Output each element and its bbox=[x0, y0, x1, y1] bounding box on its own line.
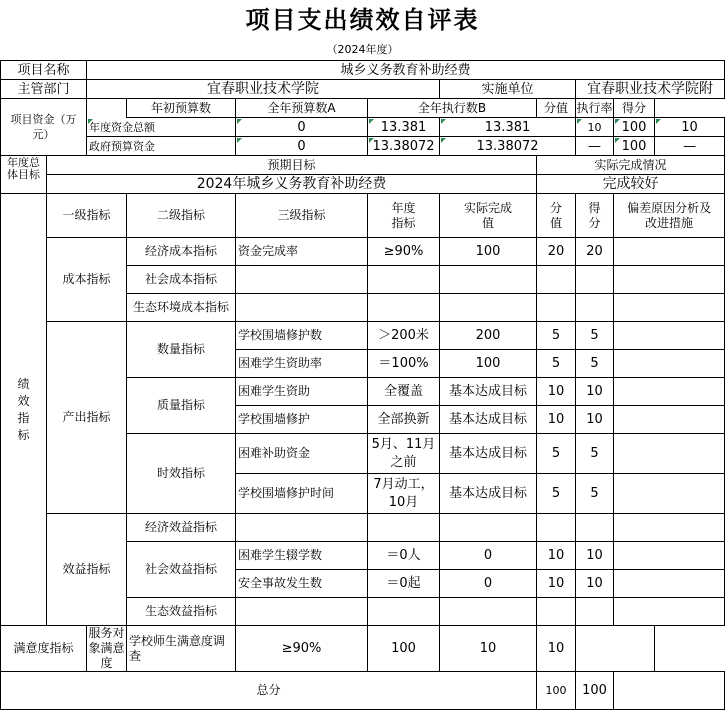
level2-quantity: 数量指标 bbox=[127, 322, 236, 378]
self-evaluation-table bbox=[0, 60, 725, 710]
year-subtitle: （2024年度） bbox=[326, 43, 399, 56]
indicator-actual: 基本达成目标 bbox=[440, 406, 537, 434]
goal-expected-label: 预期目标 bbox=[47, 156, 537, 175]
indicator-score: 5 bbox=[576, 350, 614, 378]
goal-actual-label: 实际完成情况 bbox=[537, 156, 725, 175]
ind-header-actual-text: 实际完成值 bbox=[464, 200, 513, 230]
indicator-name: 困难补助资金 bbox=[236, 434, 368, 474]
funds-row-score-value: — bbox=[576, 137, 614, 156]
indicator-target: ＝0起 bbox=[368, 570, 440, 598]
indicator-target: ≥90% bbox=[368, 238, 440, 266]
funds-row-score: — bbox=[655, 137, 725, 156]
indicator-score: 20 bbox=[576, 238, 614, 266]
indicator-value: 10 bbox=[537, 542, 576, 570]
funds-row-initial: 0 bbox=[236, 118, 368, 137]
funds-header-score: 得分 bbox=[614, 99, 655, 118]
indicator-actual: 100 bbox=[440, 350, 537, 378]
indicator-name: 学校围墙修护 bbox=[236, 406, 368, 434]
indicator-actual: 基本达成目标 bbox=[440, 378, 537, 406]
indicator-name: 困难学生资助 bbox=[236, 378, 368, 406]
indicator-score: 10 bbox=[537, 626, 576, 672]
total-value: 100 bbox=[537, 672, 576, 710]
indicator-value: 10 bbox=[440, 626, 537, 672]
indicator-value: 5 bbox=[537, 322, 576, 350]
indicator-value: 5 bbox=[537, 434, 576, 474]
indicator-target: ＝100% bbox=[368, 350, 440, 378]
funds-header-rate: 执行率 bbox=[576, 99, 614, 118]
indicator-name: 资金完成率 bbox=[236, 238, 368, 266]
level1-cost: 成本指标 bbox=[47, 238, 127, 322]
funds-row-name: 年度资金总额 bbox=[87, 118, 236, 137]
indicator-deviation bbox=[576, 626, 655, 672]
level1-benefit: 效益指标 bbox=[47, 514, 127, 626]
indicator-score: 5 bbox=[576, 322, 614, 350]
funds-row-score-value: 10 bbox=[576, 118, 614, 137]
dept-value: 宜春职业技术学院 bbox=[87, 80, 440, 99]
total-deviation bbox=[614, 672, 725, 710]
funds-row-rate: 100 bbox=[614, 137, 655, 156]
level2-eco-cost: 生态环境成本指标 bbox=[127, 294, 236, 322]
indicator-target-text: 5月、11月之前 bbox=[371, 436, 436, 470]
spacer bbox=[655, 99, 725, 118]
indicator-value: 5 bbox=[537, 350, 576, 378]
indicator-deviation bbox=[614, 238, 725, 266]
indicator-target: ＝0人 bbox=[368, 542, 440, 570]
funds-header-full: 全年预算数A bbox=[236, 99, 368, 118]
funds-header-score-value: 分值 bbox=[537, 99, 576, 118]
indicator-name: 困难学生资助率 bbox=[236, 350, 368, 378]
indicator-deviation bbox=[614, 378, 725, 406]
total-score: 100 bbox=[576, 672, 614, 710]
indicator-name: 安全事故发生数 bbox=[236, 570, 368, 598]
level1-satisfaction: 满意度指标 bbox=[1, 626, 87, 672]
indicator-actual: 0 bbox=[440, 542, 537, 570]
page-title: 项目支出绩效自评表 bbox=[245, 5, 480, 34]
indicator-name: 学校围墙修护时间 bbox=[236, 474, 368, 514]
funds-row-score: 10 bbox=[655, 118, 725, 137]
indicator-target bbox=[368, 434, 440, 474]
indicator-actual: 100 bbox=[368, 626, 440, 672]
level1-output: 产出指标 bbox=[47, 322, 127, 514]
funds-row-executed: 13.38072 bbox=[440, 137, 576, 156]
indicators-side-label-text: 绩效指标 bbox=[17, 376, 30, 442]
indicator-score: 5 bbox=[576, 434, 614, 474]
indicator-score: 10 bbox=[576, 570, 614, 598]
funds-row-name: 政府预算资金 bbox=[87, 137, 236, 156]
indicator-value: 10 bbox=[537, 406, 576, 434]
level2-economic-benefit: 经济效益指标 bbox=[127, 514, 236, 542]
level2-service-satisfaction: 服务对象满意度 bbox=[88, 626, 125, 670]
indicator-value: 20 bbox=[537, 238, 576, 266]
indicator-name: 学校围墙修护数 bbox=[236, 322, 368, 350]
level2-quality: 质量指标 bbox=[127, 378, 236, 434]
funds-row-full: 13.381 bbox=[368, 118, 440, 137]
goal-label-text: 年度总体目标 bbox=[7, 156, 40, 181]
goal-expected-value: 2024年城乡义务教育补助经费 bbox=[47, 175, 537, 194]
indicator-deviation bbox=[614, 542, 725, 570]
funds-row-executed: 13.381 bbox=[440, 118, 576, 137]
level2-social-cost: 社会成本指标 bbox=[127, 266, 236, 294]
level2-economic-cost: 经济成本指标 bbox=[127, 238, 236, 266]
ind-header-value bbox=[537, 194, 576, 238]
ind-header-deviation bbox=[614, 194, 725, 238]
indicator-value: 5 bbox=[537, 474, 576, 514]
funds-label bbox=[1, 99, 87, 156]
indicator-actual: 200 bbox=[440, 322, 537, 350]
indicator-name: 学校师生满意度调查 bbox=[127, 626, 236, 672]
funds-header-executed: 全年执行数B bbox=[368, 99, 537, 118]
total-label: 总分 bbox=[1, 672, 537, 710]
ind-header-score bbox=[576, 194, 614, 238]
funds-header-initial: 年初预算数 bbox=[127, 99, 236, 118]
indicator-deviation bbox=[614, 434, 725, 474]
impl-value: 宜春职业技术学院附 bbox=[576, 80, 725, 99]
ind-header-value-text: 分值 bbox=[550, 200, 563, 230]
level2-social-benefit: 社会效益指标 bbox=[127, 542, 236, 598]
goal-label bbox=[1, 156, 47, 194]
indicator-actual: 基本达成目标 bbox=[440, 474, 537, 514]
indicator-score: 5 bbox=[576, 474, 614, 514]
ind-header-level1: 一级指标 bbox=[47, 194, 127, 238]
funds-label-text: 项目资金（万元） bbox=[10, 113, 77, 141]
indicator-deviation bbox=[614, 406, 725, 434]
indicator-target: ≥90% bbox=[236, 626, 368, 672]
project-name-label: 项目名称 bbox=[1, 61, 87, 80]
ind-header-deviation-text: 偏差原因分析及改进措施 bbox=[627, 200, 712, 230]
ind-header-actual bbox=[440, 194, 537, 238]
funds-row-rate: 100 bbox=[614, 118, 655, 137]
indicator-target: ＞200米 bbox=[368, 322, 440, 350]
indicator-score: 10 bbox=[576, 378, 614, 406]
dept-label: 主管部门 bbox=[1, 80, 87, 99]
indicator-score: 10 bbox=[576, 406, 614, 434]
indicator-target: 全部换新 bbox=[368, 406, 440, 434]
indicator-target bbox=[368, 474, 440, 514]
level2-eco-benefit: 生态效益指标 bbox=[127, 598, 236, 626]
level2-timeliness: 时效指标 bbox=[127, 434, 236, 514]
impl-label: 实施单位 bbox=[440, 80, 576, 99]
indicator-deviation bbox=[614, 350, 725, 378]
ind-header-level3: 三级指标 bbox=[236, 194, 368, 238]
indicator-actual: 基本达成目标 bbox=[440, 434, 537, 474]
indicator-score: 10 bbox=[576, 542, 614, 570]
indicator-deviation bbox=[614, 570, 725, 598]
funds-row-full: 13.38072 bbox=[368, 137, 440, 156]
goal-actual-value: 完成较好 bbox=[537, 175, 725, 194]
indicator-deviation bbox=[614, 322, 725, 350]
indicator-target: 全覆盖 bbox=[368, 378, 440, 406]
indicator-actual: 0 bbox=[440, 570, 537, 598]
ind-header-score-text: 得分 bbox=[588, 200, 601, 230]
funds-corner-cell bbox=[87, 99, 127, 118]
ind-header-target-text: 年度指标 bbox=[391, 200, 416, 230]
funds-row-initial: 0 bbox=[236, 137, 368, 156]
indicator-value: 10 bbox=[537, 570, 576, 598]
indicator-name: 困难学生辍学数 bbox=[236, 542, 368, 570]
indicator-value: 10 bbox=[537, 378, 576, 406]
indicator-deviation bbox=[614, 474, 725, 514]
indicator-target-text: 7月动工，10月 bbox=[373, 476, 434, 510]
indicator-actual: 100 bbox=[440, 238, 537, 266]
ind-header-level2: 二级指标 bbox=[127, 194, 236, 238]
indicators-side-label bbox=[1, 194, 47, 626]
ind-header-target bbox=[368, 194, 440, 238]
project-name-value: 城乡义务教育补助经费 bbox=[87, 61, 725, 80]
